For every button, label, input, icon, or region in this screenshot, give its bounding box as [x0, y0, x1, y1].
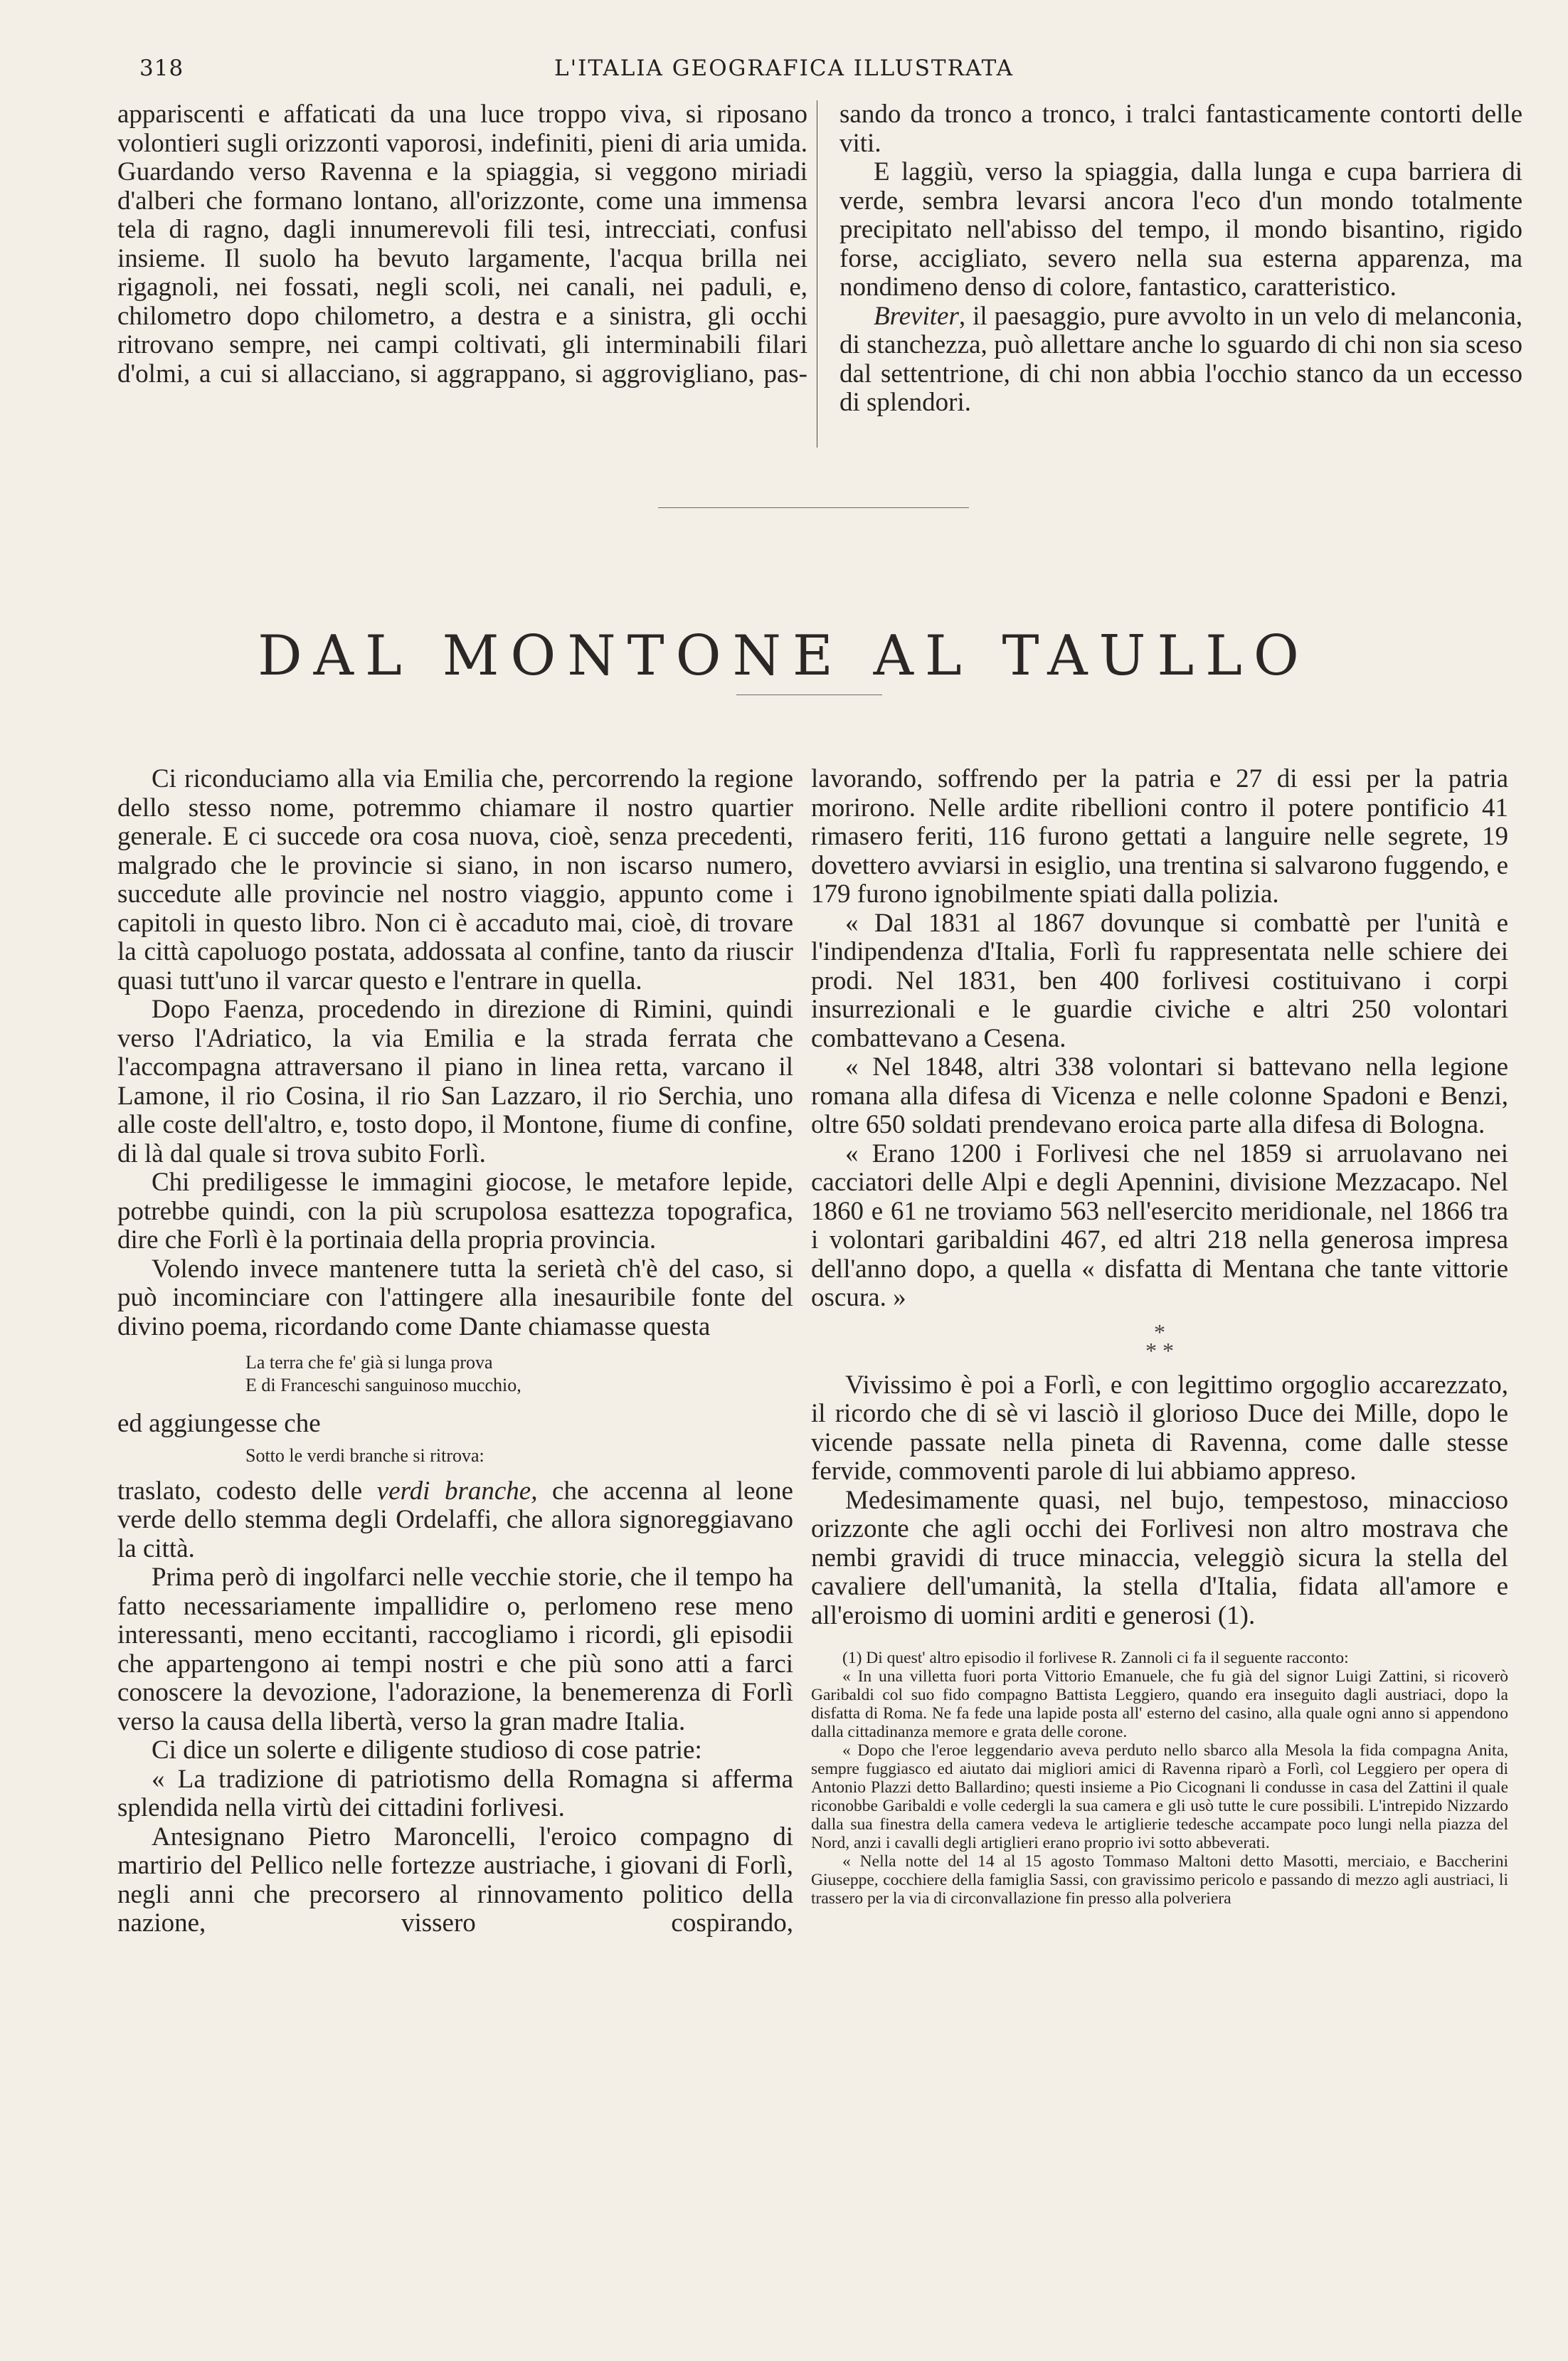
footnotes: [811, 1649, 1508, 1908]
paragraph: appariscenti e affaticati da una luce troppo viva, si riposano volontieri sugli orizzonti vaporosi, indefiniti, pieni di aria umida. Guardando verso Ravenna e la spiaggia, si veggono miriadi d'alberi che formano lontano, all'orizzonte, come una immensa tela di ragno, dagli innumerevoli fili tesi, intrecciati, confusi insieme. Il suolo ha bevuto largamente, l'acqua brilla nei rigagnoli, nei fossati, negli scoli, nei canali, nei paduli, e, chilometro dopo chilometro, a destra e a sinistra, gli occhi ritrovano sempre, nei campi coltivati, gli interminabili filari d'olmi, a cui si allacciano, si aggrappano, si aggrovigliano, pas-: [117, 100, 807, 389]
paragraph: Chi prediligesse le immagini giocose, le metafore lepide, potrebbe quindi, con la più scrupolosa esattezza topografica, dire che Forlì è la portinaia della propria provincia.: [117, 1168, 793, 1255]
paragraph: E laggiù, verso la spiaggia, dalla lunga e cupa barriera di verde, sembra levarsi ancora l'eco d'un mondo totalmente precipitato nell'abisso del tempo, il mondo bisantino, rigido forse, accigliato, severo nella sua esterna apparenza, ma nondimeno denso di colore, fantastico, caratteristico.: [839, 157, 1522, 302]
verse-line: Sotto le verdi branche si ritrova:: [245, 1444, 484, 1466]
running-head: [0, 56, 1568, 91]
paragraph: « Erano 1200 i Forlivesi che nel 1859 si arruolavano nei cacciatori delle Alpi e degli Apennini, divisione Mezzacapo. Nel 1860 e 61 ne troviamo 563 nell'esercito meridionale, nel 1866 tra i volontari garibaldini 467, ed altri 218 nella generosa impresa dell'anno dopo, a quella « disfatta di Mentana che tante vittorie oscura. »: [811, 1139, 1508, 1312]
paragraph: Vivissimo è poi a Forlì, e con legittimo orgoglio accarezzato, il ricordo che di sè vi lasciò il glorioso Duce dei Mille, dopo le vicende passate nella pineta di Ravenna, come dalle stesse fervide, commoventi parole di lui abbiamo appreso.: [811, 1370, 1508, 1486]
paragraph: Ci dice un solerte e diligente studioso di cose patrie:: [152, 1736, 702, 1765]
italic-phrase: Breviter: [874, 301, 959, 331]
paragraph: « Nel 1848, altri 338 volontari si battevano nella legione romana alla difesa di Vicenza e nelle colonne Spadoni e Benzi, oltre 650 soldati prendevano eroica parte alla difesa di Bologna.: [811, 1052, 1508, 1139]
footnote: « Dopo che l'eroe leggendario aveva perduto nello sbarco alla Mesola la fida compagna Anita, sempre fuggiasco ed aiutato dai migliori amici di Ravenna riparò a Forlì, col Leggiero per opera di Antonio Plazzi detto Ballardino; questi insieme a Pio Cicognani li condusse in casa del Zattini il quale riconobbe Garibaldi e volle cedergli la sua camera e gli usò tutte le cure possibili. L'intrepido Nizzardo dalla sua finestra della camera vedeva le artiglierie tedesche accampate poco lungi nella piazza del Nord, anzi i cavalli degli artiglieri erano proprio ivi sotto abbeverati.: [811, 1741, 1508, 1852]
text-run: che accenna al leone verde dello stemma degli Ordelaffi, che allora signoreggiavano la città.: [117, 1476, 793, 1563]
paragraph: « La tradizione di patriotismo della Romagna si afferma splendida nella virtù dei cittadini forlivesi.: [117, 1764, 793, 1822]
main-left-column: [117, 765, 793, 1938]
verse-line: E di Franceschi sanguinoso mucchio,: [245, 1375, 521, 1395]
top-right-column: [839, 100, 1522, 418]
divider-rule: [736, 694, 882, 695]
footnote: « In una villetta fuori porta Vittorio Emanuele, che fu già del signor Luigi Zattini, si ricoverò Garibaldi col suo fido compagno Battista Leggiero, quando era inseguito dagli austriaci, dopo la disfatta di Roma. Ne fa fede una lapide posta all' esterno del casino, alla quale ogni anno si appendono dalla cittadinanza memore e grata delle corone.: [811, 1667, 1508, 1741]
paragraph: ed aggiungesse che: [117, 1409, 321, 1438]
paragraph: Ci riconduciamo alla via Emilia che, percorrendo la regione dello stesso nome, potremmo chiamare il nostro quartier generale. E ci succede ora cosa nuova, cioè, senza precedenti, malgrado che le provincie si siano, in non iscarso numero, succedute alle provincie nel nostro viaggio, appunto come i capitoli in questo libro. Non ci è accaduto mai, cioè, di trovare la città capoluogo postata, addossata al confine, tanto da riuscir quasi tutt'uno il varcar questo e l'entrare in quella.: [117, 764, 793, 995]
page-number: 318: [139, 56, 184, 81]
top-left-column: [117, 100, 807, 389]
paragraph: [117, 1477, 793, 1564]
footnote: (1) Di quest' altro episodio il forlivese R. Zannoli ci fa il seguente racconto:: [842, 1649, 1349, 1667]
verse-quote: [245, 1351, 793, 1397]
paragraph: Antesignano Pietro Maroncelli, l'eroico compagno di martirio del Pellico nelle fortezze austriache, i giovani di Forlì, negli anni che precorsero al rinnovamento politico della nazione, vissero cospirando,: [117, 1822, 793, 1938]
paragraph: Medesimamente quasi, nel bujo, tempestoso, minaccioso orizzonte che agli occhi dei Forlivesi non altro mostrava che nembi gravidi di truce minaccia, veleggiò sicura la stella del cavaliere dell'umanità, la stella d'Italia, fidata all'amore e all'eroismo di uomini arditi e generosi (1).: [811, 1485, 1508, 1630]
text-run: traslato, codesto delle: [117, 1476, 377, 1506]
asterism: * * *: [1145, 1319, 1174, 1363]
paragraph: sando da tronco a tronco, i tralci fantasticamente contorti delle viti.: [839, 100, 1522, 158]
verse-quote: [245, 1444, 793, 1467]
running-title: L'ITALIA GEOGRAFICA ILLUSTRATA: [554, 56, 1014, 81]
footnote: « Nella notte del 14 al 15 agosto Tommaso Maltoni detto Masotti, merciaio, e Baccherini Giuseppe, cocchiere della famiglia Sassi, con gravissimo pericolo e passando di mezzo agli austriaci, li trassero per la via di circonvallazione fin presso alla polveriera: [811, 1852, 1508, 1908]
verse-line: La terra che fe' già si lunga prova: [245, 1352, 493, 1373]
paragraph: Prima però di ingolfarci nelle vecchie storie, che il tempo ha fatto necessariamente impallidire o, perlomeno rese meno interessanti, meno eccitanti, raccogliamo i ricordi, gli episodii che appartengono ai tempi nostri e che più sono atti a farci conoscere la devozione, l'adorazione, la benemerenza di Forlì verso la causa della libertà, verso la gran madre Italia.: [117, 1563, 793, 1736]
section-title: DAL MONTONE AL TAULLO: [258, 624, 1310, 689]
main-right-column: [811, 765, 1508, 1908]
italic-phrase: verdi branche,: [376, 1476, 538, 1506]
paragraph: lavorando, soffrendo per la patria e 27 di essi per la patria morirono. Nelle ardite ribellioni contro il potere pontificio 41 rimasero feriti, 116 furono gettati a languire nelle segrete, 19 dovettero avviarsi in esiglio, una trentina si salvarono fuggendo, e 179 furono ignobilmente spiati dalla polizia.: [811, 764, 1508, 909]
divider-rule: [658, 507, 969, 508]
paragraph: Breviter, il paesaggio, pure avvolto in un velo di melanconia, di stanchezza, può allettare anche lo sguardo di chi non sia sceso dal settentrione, di chi non abbia l'occhio stanco da un eccesso di splendori.: [839, 301, 1522, 417]
paragraph: Volendo invece mantenere tutta la serietà ch'è del caso, si può incominciare con l'attingere alla inesauribile fonte del divino poema, ricordando come Dante chiamasse questa: [117, 1254, 793, 1341]
paragraph: Dopo Faenza, procedendo in direzione di Rimini, quindi verso l'Adriatico, la via Emilia e la strada ferrata che l'accompagna attraversano il piano in linea retta, varcano il Lamone, il rio Cosina, il rio San Lazzaro, il rio Serchia, uno alle coste dell'altro, e, tosto dopo, il Montone, fiume di confine, di là dal quale si trova subito Forlì.: [117, 995, 793, 1168]
paragraph: « Dal 1831 al 1867 dovunque si combattè per l'unità e l'indipendenza d'Italia, Forlì fu rappresentata nelle schiere dei prodi. Nel 1831, ben 400 forlivesi costituivano i corpi insurrezionali e le guardie civiche e altri 250 volontari combattevano a Cesena.: [811, 908, 1508, 1053]
